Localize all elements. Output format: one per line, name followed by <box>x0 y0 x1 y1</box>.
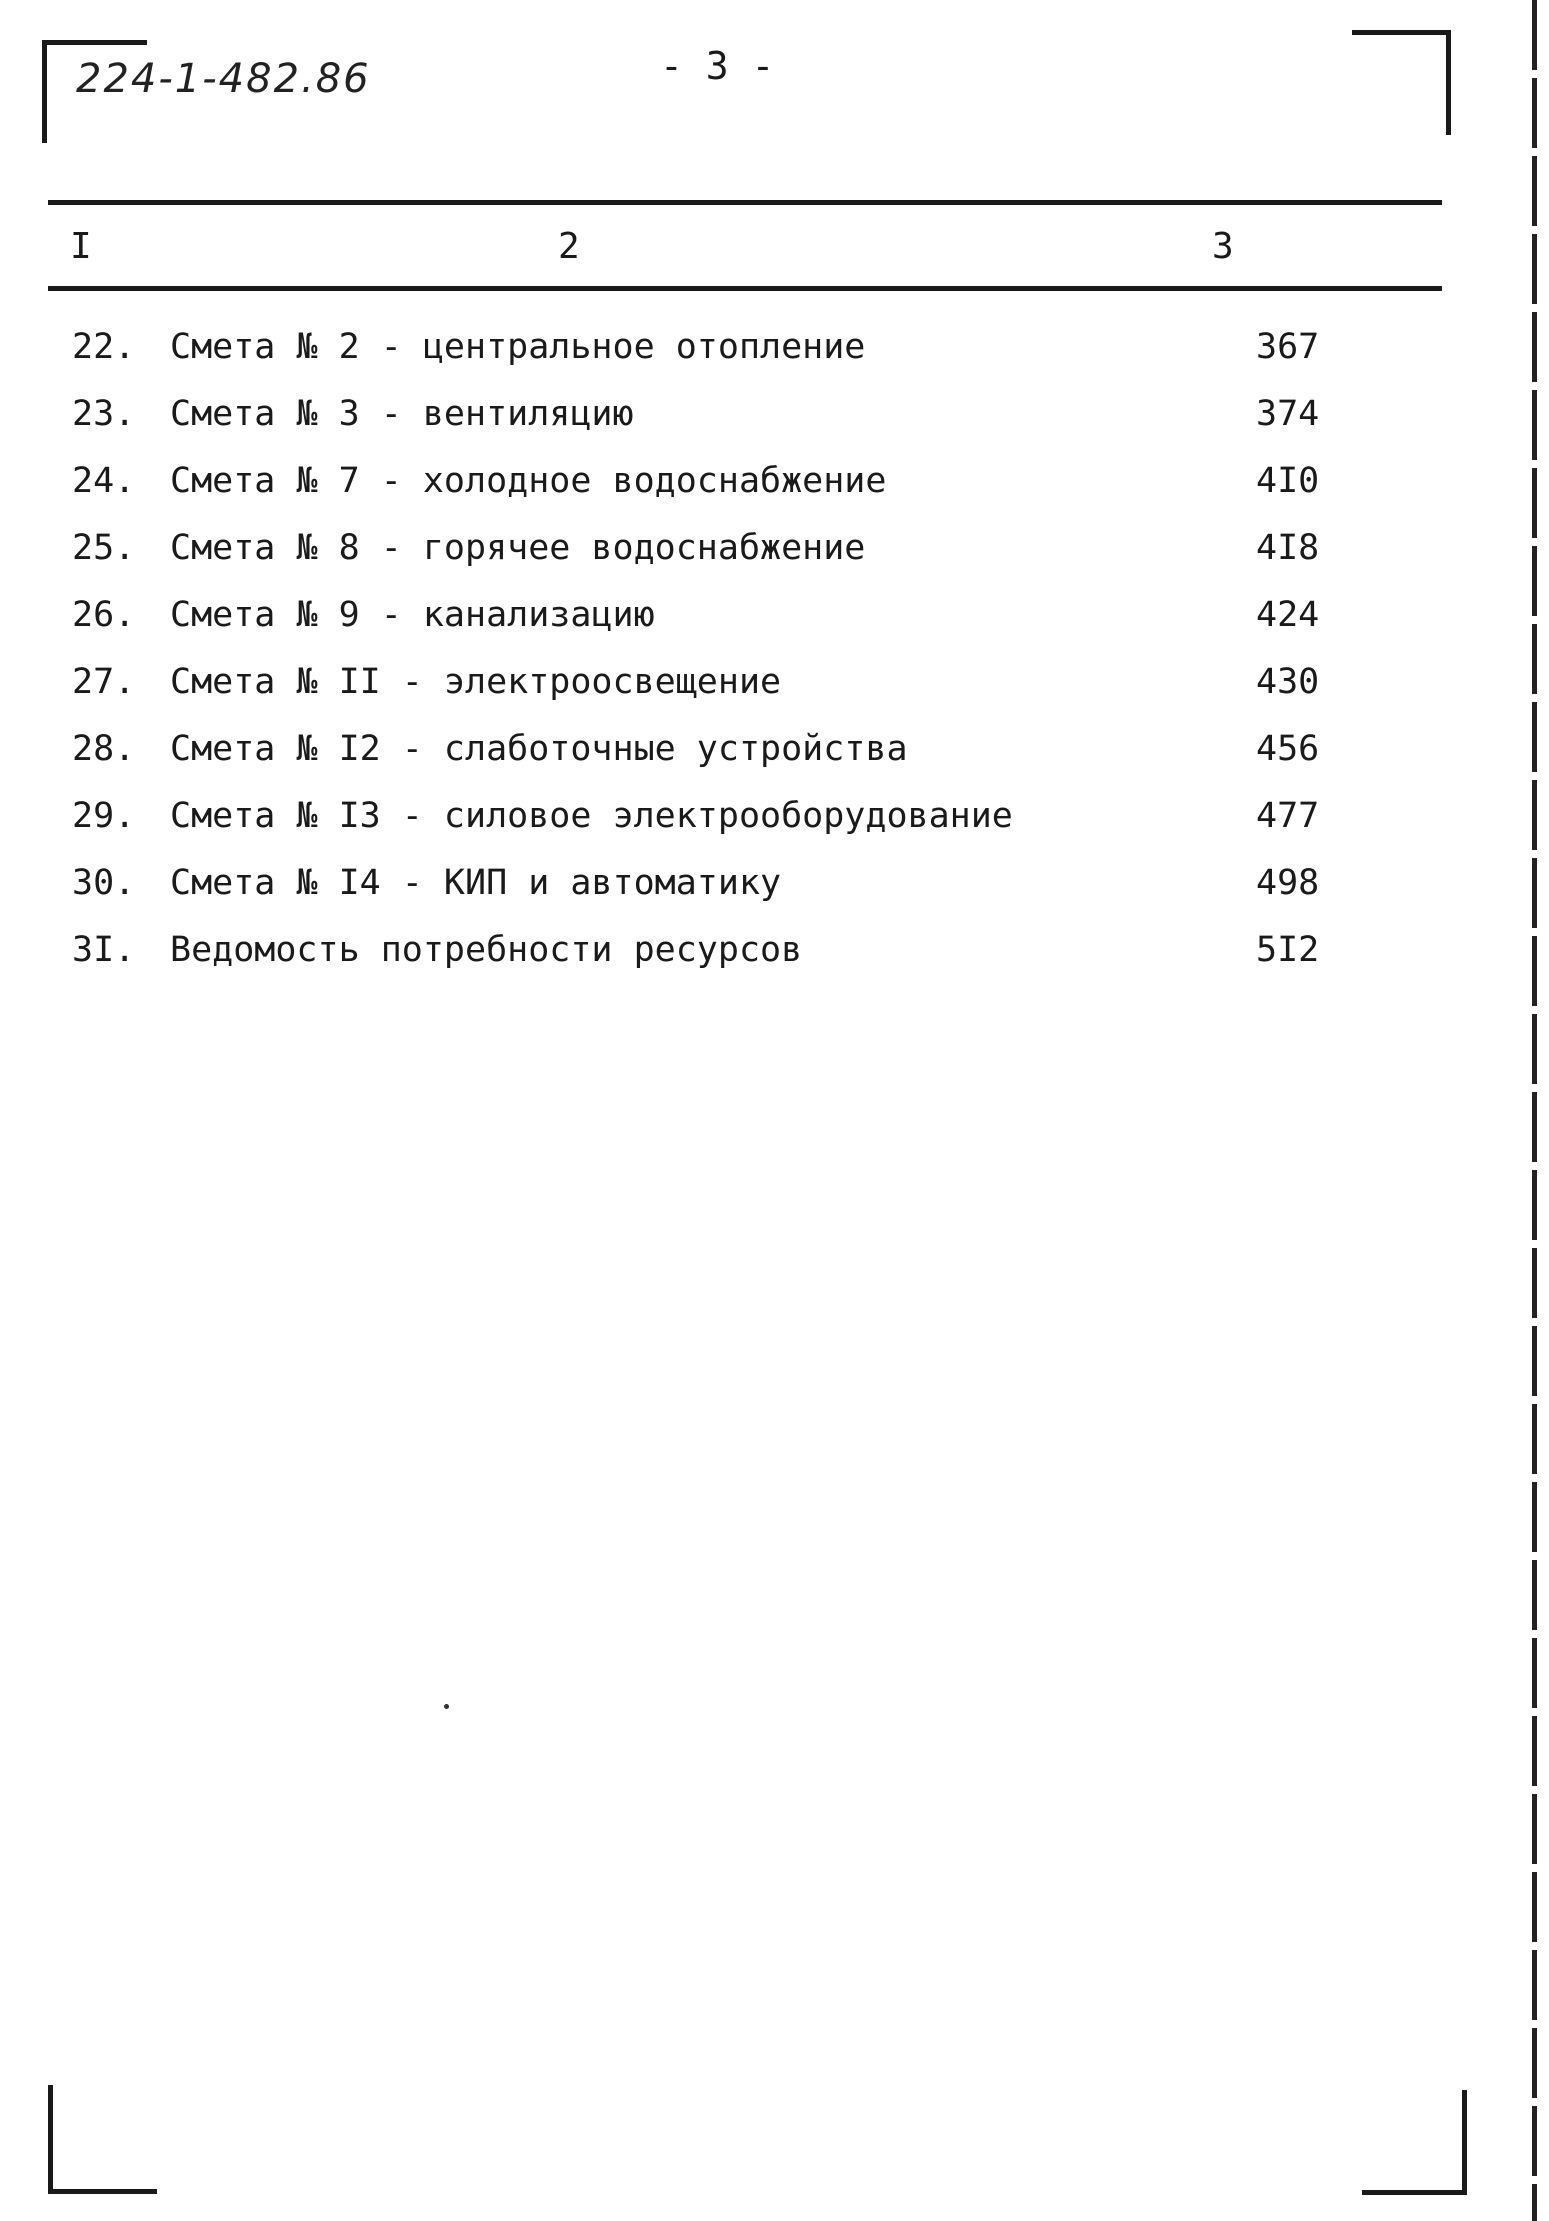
row-number: 23. <box>72 394 136 434</box>
table-top-rule <box>48 200 1442 205</box>
column-header-3: 3 <box>1212 226 1234 267</box>
row-title: Смета № I2 - слаботочные устройства <box>170 729 908 769</box>
row-number: 27. <box>72 662 136 702</box>
row-page: 374 <box>1256 394 1320 434</box>
column-header-2: 2 <box>558 226 580 267</box>
row-title: Смета № I3 - силовое электрооборудование <box>170 796 1013 836</box>
row-title: Смета № 8 - горячее водоснабжение <box>170 528 866 568</box>
table-row <box>0 389 1549 456</box>
row-number: 25. <box>72 528 136 568</box>
page-number: - 3 - <box>660 44 775 88</box>
table-row <box>0 456 1549 523</box>
row-number: 22. <box>72 327 136 367</box>
row-page: 424 <box>1256 595 1320 635</box>
column-header-1: I <box>70 226 92 267</box>
table-row <box>0 590 1549 657</box>
corner-mark-bottom-left <box>48 2085 157 2194</box>
row-title: Смета № 3 - вентиляцию <box>170 394 634 434</box>
table-row <box>0 523 1549 590</box>
table-row <box>0 791 1549 858</box>
row-page: 456 <box>1256 729 1320 769</box>
table-row <box>0 724 1549 791</box>
row-number: 28. <box>72 729 136 769</box>
document-code: 224-1-482.86 <box>76 56 371 102</box>
row-page: 498 <box>1256 863 1320 903</box>
row-title: Смета № II - электроосвещение <box>170 662 782 702</box>
row-number: 24. <box>72 461 136 501</box>
table-header-rule <box>48 286 1442 291</box>
table-row <box>0 322 1549 389</box>
corner-mark-top-right <box>1352 30 1451 135</box>
table-row <box>0 925 1549 992</box>
row-number: 3I. <box>72 930 136 970</box>
row-page: 430 <box>1256 662 1320 702</box>
row-number: 30. <box>72 863 136 903</box>
row-title: Смета № 7 - холодное водоснабжение <box>170 461 887 501</box>
row-title: Смета № I4 - КИП и автоматику <box>170 863 782 903</box>
corner-mark-bottom-right <box>1362 2090 1467 2195</box>
row-title: Смета № 2 - центральное отопление <box>170 327 866 367</box>
row-number: 26. <box>72 595 136 635</box>
table-body <box>0 322 1549 992</box>
row-number: 29. <box>72 796 136 836</box>
row-title: Смета № 9 - канализацию <box>170 595 655 635</box>
row-page: 4I8 <box>1256 528 1320 568</box>
row-page: 367 <box>1256 327 1320 367</box>
row-page: 4I0 <box>1256 461 1320 501</box>
table-row <box>0 858 1549 925</box>
row-page: 477 <box>1256 796 1320 836</box>
scan-speck <box>444 1704 449 1709</box>
table-row <box>0 657 1549 724</box>
row-title: Ведомость потребности ресурсов <box>170 930 803 970</box>
row-page: 5I2 <box>1256 930 1320 970</box>
